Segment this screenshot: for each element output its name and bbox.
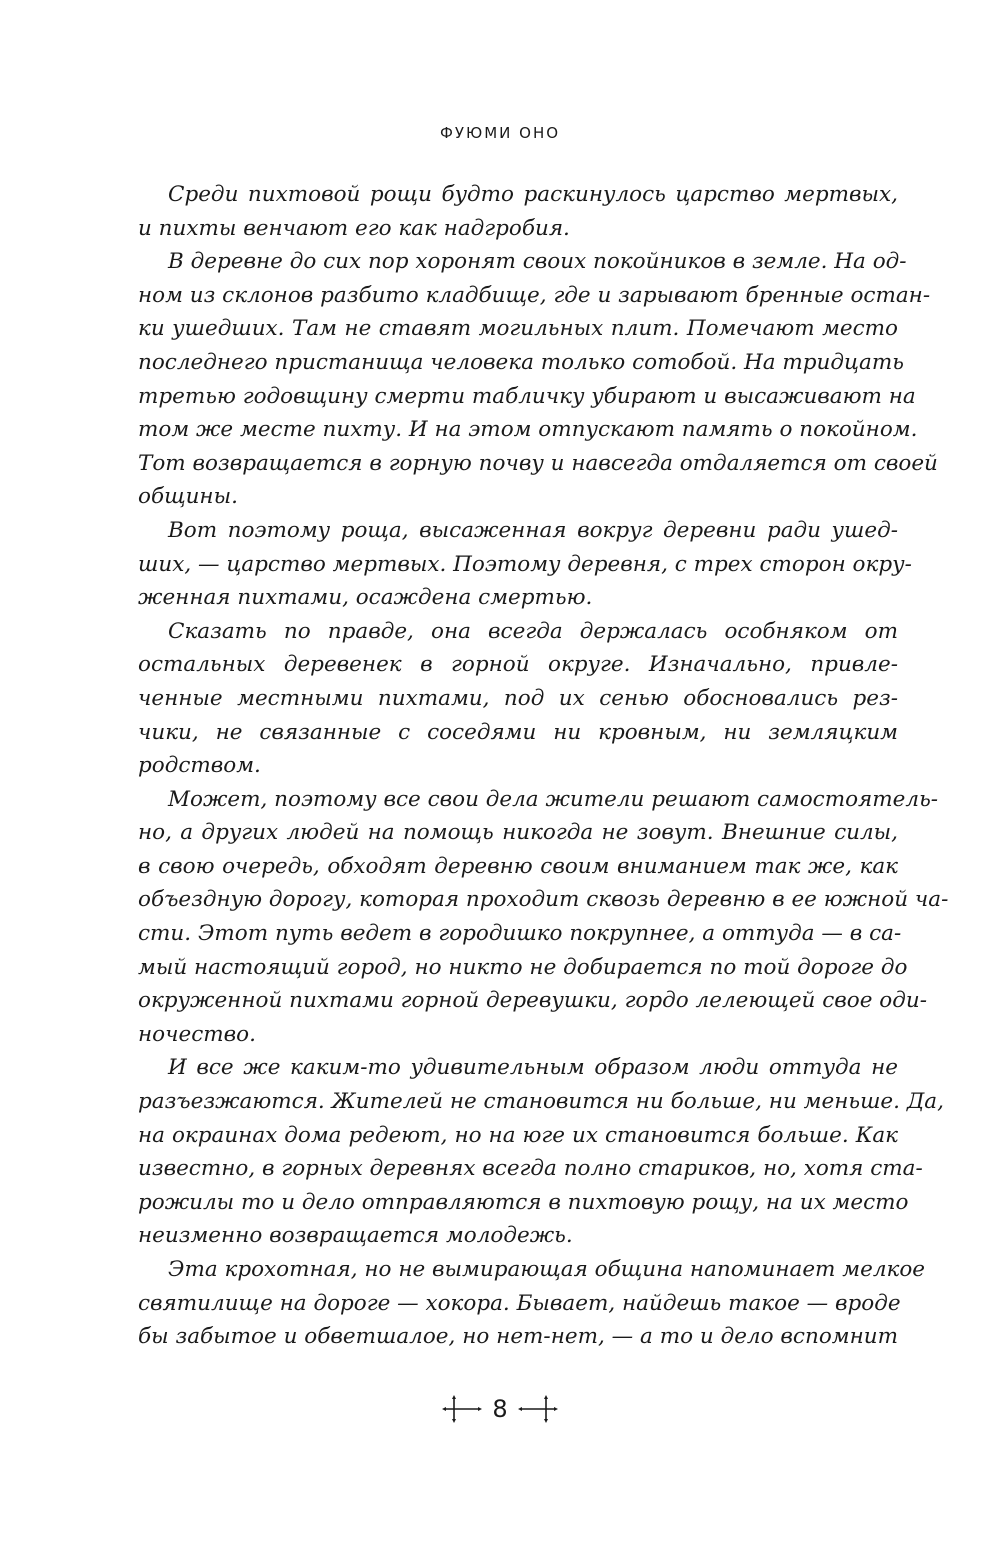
text-line: ших, — царство мертвых. Поэтому деревня, с трех сторон окру- [138,551,912,577]
text-line: известно, в горных деревнях всегда полно стариков, но, хотя ста- [138,1156,923,1182]
text-line: общины. [138,484,238,510]
running-head: ФУЮМИ ОНО [439,124,561,142]
text-line: сти. Этот путь ведет в городишко покрупнее, а оттуда — в са- [138,921,902,947]
text-line: третью годовщину смерти табличку убирают и высаживают на [138,383,916,409]
text-line: окруженной пихтами горной деревушки, гордо лелеющей свое оди- [138,988,927,1014]
text-line: объездную дорогу, которая проходит сквозь деревню в ее южной ча- [138,887,949,913]
text-line: святилище на дороге — хокора. Бывает, найдешь такое — вроде [138,1290,901,1316]
text-line: Среди пихтовой рощи будто раскинулось царство мертвых, [168,182,898,207]
text-line: Эта крохотная, но не вымирающая община напоминает мелкое [168,1257,926,1282]
text-line: но, а других людей на помощь никогда не зовут. Внешние силы, [138,820,898,846]
text-line: Тот возвращается в горную почву и навсегда отдаляется от своей [138,450,938,476]
text-line: рожилы то и дело отправляются в пихтовую рощу, на их место [138,1189,909,1215]
body-text [138,178,949,1354]
text-line: последнего пристанища человека только сотобой. На тридцать [138,349,904,375]
text-line: том же месте пихту. И на этом отпускают память о покойном. [138,417,918,443]
text-line: неизменно возвращается молодежь. [138,1223,573,1249]
cross-ornament-icon [442,1394,482,1424]
text-line: в свою очередь, обходят деревню своим вниманием так же, как [138,853,898,879]
text-line: и пихты венчают его как надгробия. [138,215,570,241]
page-folio [0,1394,1000,1424]
text-line: Может, поэтому все свои дела жители решают самостоятель- [168,786,939,812]
text-line: И все же каким-то удивительным образом люди оттуда не [168,1055,898,1081]
page-number: 8 [492,1395,508,1423]
text-line: ном из склонов разбито кладбище, где и зарывают бренные остан- [138,282,931,308]
text-line: остальных деревенек в горной округе. Изначально, привле- [138,652,898,678]
text-line: женная пихтами, осаждена смертью. [138,585,593,611]
text-line: ночество. [138,1021,256,1047]
cross-ornament-icon [518,1394,558,1424]
text-line: родством. [138,753,261,779]
text-line: чики, не связанные с соседями ни кровным, ни земляцким [138,719,898,745]
text-line: на окраинах дома редеют, но на юге их становится больше. Как [138,1122,898,1148]
text-line: В деревне до сих пор хоронят своих покойников в земле. На од- [168,249,907,275]
text-line: ченные местными пихтами, под их сенью обосновались рез- [138,685,898,711]
text-line: разъезжаются. Жителей не становится ни больше, ни меньше. Да, [138,1089,944,1115]
text-line: бы забытое и обветшалое, но нет-нет, — а то и дело вспомнит [138,1324,898,1350]
text-line: ки ушедших. Там не ставят могильных плит. Помечают место [138,316,898,342]
text-line: Вот поэтому роща, высаженная вокруг деревни ради ушед- [168,517,898,543]
text-line: мый настоящий город, но никто не добирается по той дороге до [138,954,908,980]
text-line: Сказать по правде, она всегда держалась особняком от [168,618,898,644]
